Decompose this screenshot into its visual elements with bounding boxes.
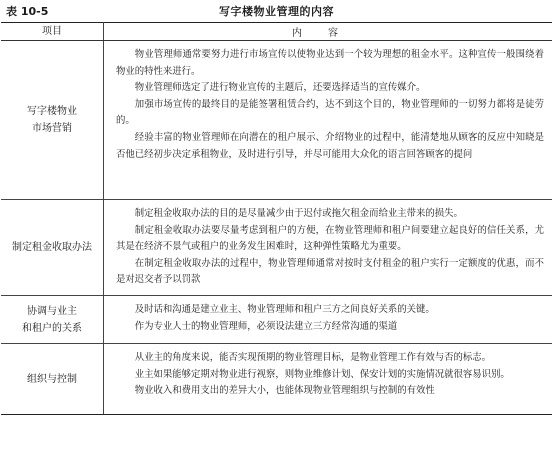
row-item-cell [1, 200, 104, 296]
row-item-cell [1, 296, 104, 344]
table-label: 表 10-5 [6, 5, 49, 18]
paragraph: 从业主的角度来说，能否实现预期的物业管理目标，是物业管理工作有效与否的标志。 [134, 352, 492, 363]
paragraph: 经验丰富的物业管理师在向潜在的租户展示、介绍物业的过程中，能清楚地从顾客的反应中知晓是否他已经初步决定承租物业，及时进行引导，并尽可能用大众化的语言回答顾客的提问 [116, 131, 544, 160]
paragraph: 物业收入和费用支出的差异大小，也能体现物业管理组织与控制的有效性 [134, 385, 435, 397]
paragraph: 制定租金收取办法要尽量考虑到租户的方便，在物业管理师和租户间要建立起良好的信任关系，尤其是在经济不景气或租户的业务发生困难时，这种弹性策略尤为重要。 [116, 224, 544, 253]
table-row [1, 296, 552, 344]
paragraph: 业主如果能够定期对物业进行视察，则物业维修计划、保安计划的实施情况就很容易识别。 [134, 368, 510, 380]
row-item-line: 和租户的关系 [22, 322, 82, 334]
row-content-cell [104, 296, 553, 344]
paragraph: 作为专业人士的物业管理师，必须设法建立三方经常沟通的渠道 [134, 320, 398, 332]
row-item-line: 写字楼物业 [27, 106, 77, 117]
table-row [1, 344, 552, 415]
paragraph: 在制定租金收取办法的过程中，物业管理师通常对按时支付租金的租户实行一定额度的优惠，而不是对迟交者予以罚款 [116, 257, 544, 286]
row-item-line: 市场营销 [32, 123, 72, 134]
content-table [1, 22, 552, 415]
table-caption: 写字楼物业管理的内容 [219, 5, 334, 18]
row-item-cell [1, 41, 104, 200]
header-row [1, 23, 552, 41]
paragraph: 加强市场宣传的最终目的是能签署租赁合约，达不到这个目的，物业管理师的一切努力都将是徒劳的。 [116, 98, 544, 127]
paragraph: 物业管理师选定了进行物业宣传的主题后，还要选择适当的宣传媒介。 [134, 82, 426, 94]
paragraph: 及时话和沟通是建立业主、物业管理师和租户三方之间良好关系的关键。 [134, 304, 435, 315]
table-row [1, 41, 552, 200]
row-content-cell [104, 344, 553, 415]
row-content-cell [104, 41, 553, 200]
row-item-line: 协调与业主 [27, 305, 77, 317]
paragraph: 制定租金收取办法的目的是尽量减少由于迟付或拖欠租金而给业主带来的损失。 [134, 208, 463, 219]
header-content: 内容 [104, 23, 553, 41]
header-item: 项目 [1, 23, 104, 41]
row-item-cell [1, 344, 104, 415]
row-content-cell [104, 200, 553, 296]
table-row [1, 200, 552, 296]
row-item-line: 制定租金收取办法 [12, 242, 92, 253]
row-item-line: 组织与控制 [27, 373, 77, 385]
paragraph: 物业管理师通常要努力进行市场宣传以使物业达到一个较为理想的租金水平。这种宣传一般围绕着物业的特性来进行。 [116, 49, 544, 77]
